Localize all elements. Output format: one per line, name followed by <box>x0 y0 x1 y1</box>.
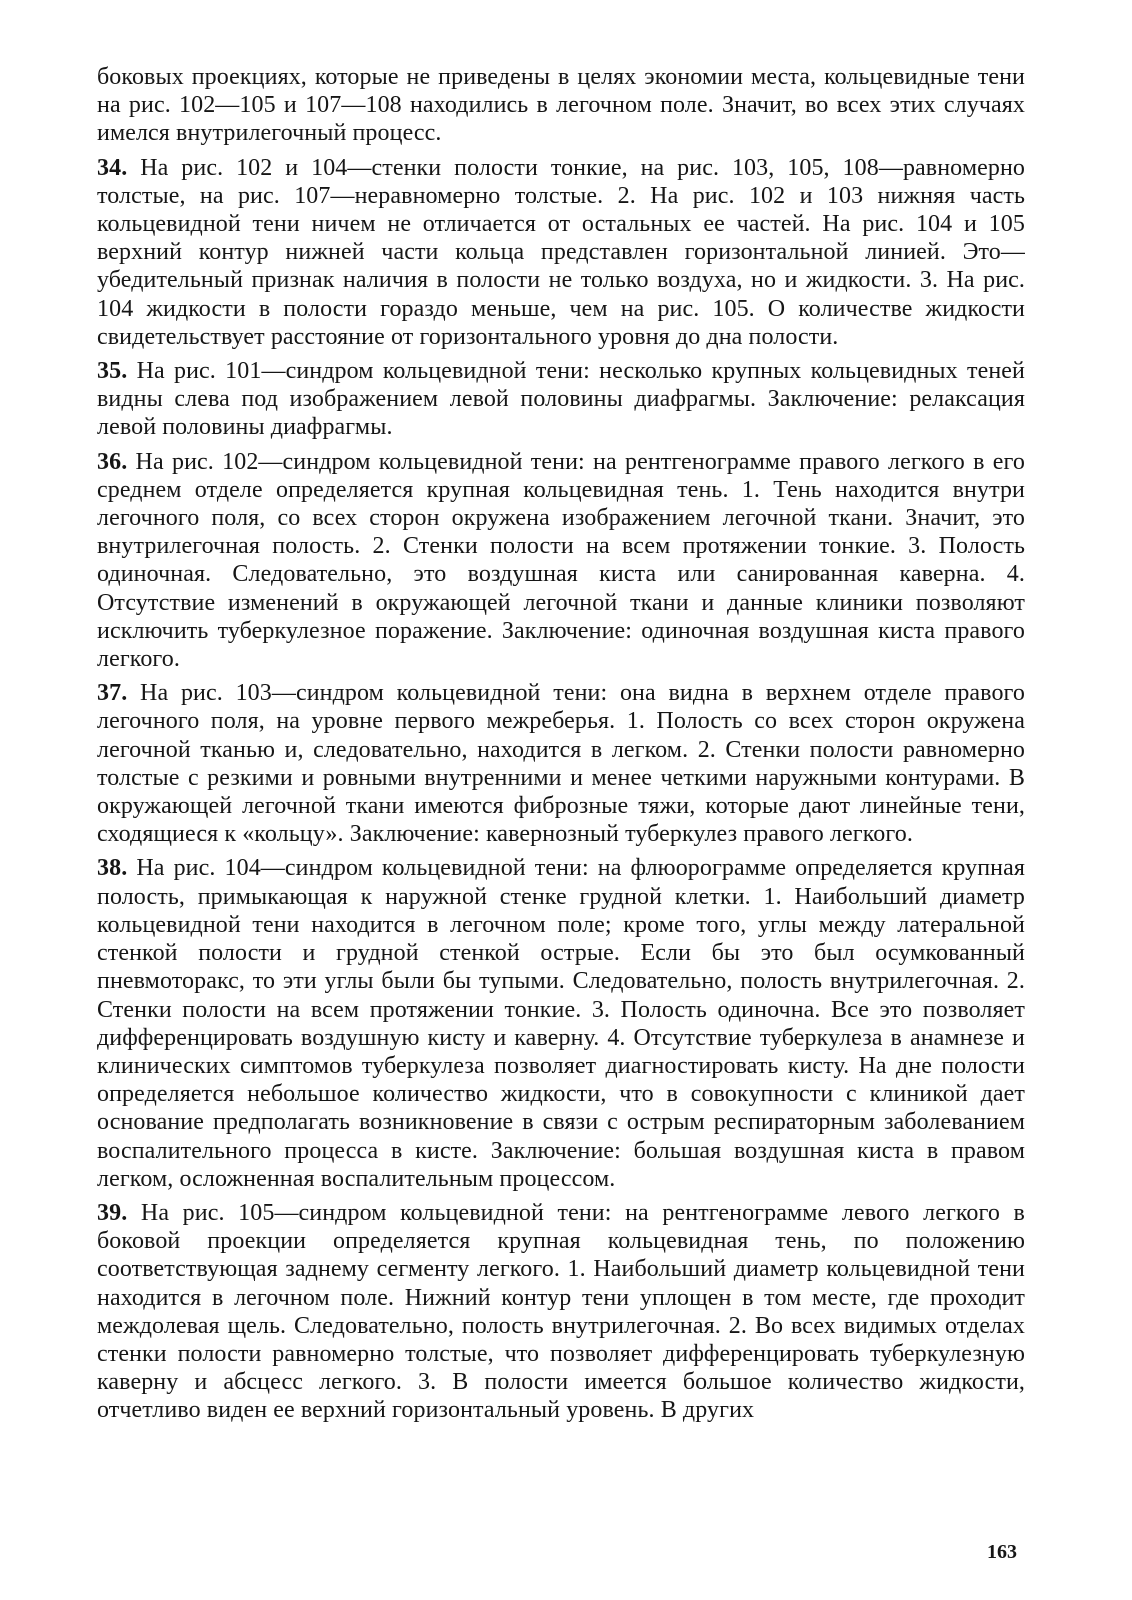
paragraph-text: На рис. 101—синдром кольцевидной тени: несколько крупных кольцевидных теней видны слева под изображением левой половины диафрагмы. Заключение: релаксация левой половины диафрагмы. <box>97 358 1025 441</box>
paragraph-36 <box>97 448 1025 674</box>
paragraph-text: На рис. 102—синдром кольцевидной тени: на рентгенограмме правого легкого в его среднем отделе определяется крупная кольцевидная тень. 1. Тень находится внутри легочного поля, со всех сторон окружена изображением легочной ткани. Значит, это внутрилегочная полость. 2. Стенки полости на всем протяжении тонкие. 3. Полость одиночная. Следовательно, это воздушная киста или санированная каверна. 4. Отсутствие изменений в окружающей легочной ткани и данные клиники позволяют исключить туберкулезное поражение. Заключение: одиночная воздушная киста правого легкого. <box>97 448 1025 673</box>
paragraph-38 <box>97 854 1025 1192</box>
paragraph-number: 36. <box>97 448 128 475</box>
paragraph-continuation <box>97 63 1025 148</box>
paragraph-34 <box>97 154 1025 351</box>
paragraph-text: На рис. 102 и 104—стенки полости тонкие, на рис. 103, 105, 108—равномерно толстые, на рис. 107—неравномерно толстые. 2. На рис. 102 и 103 нижняя часть кольцевидной тени ничем не отличается от остальных ее частей. На рис. 104 и 105 верхний контур нижней части кольца представлен горизонтальной линией. Это—убедительный признак наличия в полости не только воздуха, но и жидкости. 3. На рис. 104 жидкости в полости гораздо меньше, чем на рис. 105. О количестве жидкости свидетельствует расстояние от горизонтального уровня до дна полости. <box>97 154 1025 350</box>
paragraph-39 <box>97 1199 1025 1425</box>
paragraph-number: 35. <box>97 358 128 385</box>
paragraph-number: 34. <box>97 154 128 181</box>
paragraph-text: На рис. 103—синдром кольцевидной тени: она видна в верхнем отделе правого легочного поля, на уровне первого межреберья. 1. Полость со всех сторон окружена легочной тканью и, следовательно, находится в легком. 2. Стенки полости равномерно толстые с резкими и ровными внутренними и менее четкими наружными контурами. В окружающей легочной ткани имеются фиброзные тяжи, которые дают линейные тени, сходящиеся к «кольцу». Заключение: кавернозный туберкулез правого легкого. <box>97 680 1025 848</box>
paragraph-number: 39. <box>97 1199 128 1226</box>
page-number: 163 <box>987 1541 1017 1563</box>
paragraph-35 <box>97 357 1025 442</box>
page-text <box>97 63 1025 1543</box>
paragraph-number: 38. <box>97 855 128 882</box>
paragraph-number: 37. <box>97 680 128 707</box>
paragraph-text: На рис. 105—синдром кольцевидной тени: на рентгенограмме левого легкого в боковой проекции определяется крупная кольцевидная тень, по положению соответствующая заднему сегменту легкого. 1. Наибольший диаметр кольцевидной тени находится в легочном поле. Нижний контур тени уплощен в том месте, где проходит междолевая щель. Следовательно, полость внутрилегочная. 2. Во всех видимых отделах стенки полости равномерно толстые, что позволяет дифференцировать туберкулезную каверну и абсцесс легкого. 3. В полости имеется большое количество жидкости, отчетливо виден ее верхний горизонтальный уровень. В других <box>97 1199 1025 1424</box>
paragraph-text: боковых проекциях, которые не приведены в целях экономии места, кольцевидные тени на рис. 102—105 и 107—108 находились в легочном поле. Значит, во всех этих случаях имелся внутрилегочный процесс. <box>97 64 1025 147</box>
paragraph-text: На рис. 104—синдром кольцевидной тени: на флюорограмме определяется крупная полость, примыкающая к наружной стенке грудной клетки. 1. Наибольший диаметр кольцевидной тени находится в легочном поле; кроме того, углы между латеральной стенкой полости и грудной стенкой острые. Если бы это был осумкованный пневмоторакс, то эти углы были бы тупыми. Следовательно, полость внутрилегочная. 2. Стенки полости на всем протяжении тонкие. 3. Полость одиночна. Все это позволяет дифференцировать воздушную кисту и каверну. 4. Отсутствие туберкулеза в анамнезе и клинических симптомов туберкулеза позволяет диагностировать кисту. На дне полости определяется небольшое количество жидкости, что в совокупности с клиникой дает основание предполагать возникновение в связи с острым респираторным заболеванием воспалительного процесса в кисте. Заключение: большая воздушная киста в правом легком, осложненная воспалительным процессом. <box>97 855 1025 1192</box>
paragraph-37 <box>97 679 1025 848</box>
